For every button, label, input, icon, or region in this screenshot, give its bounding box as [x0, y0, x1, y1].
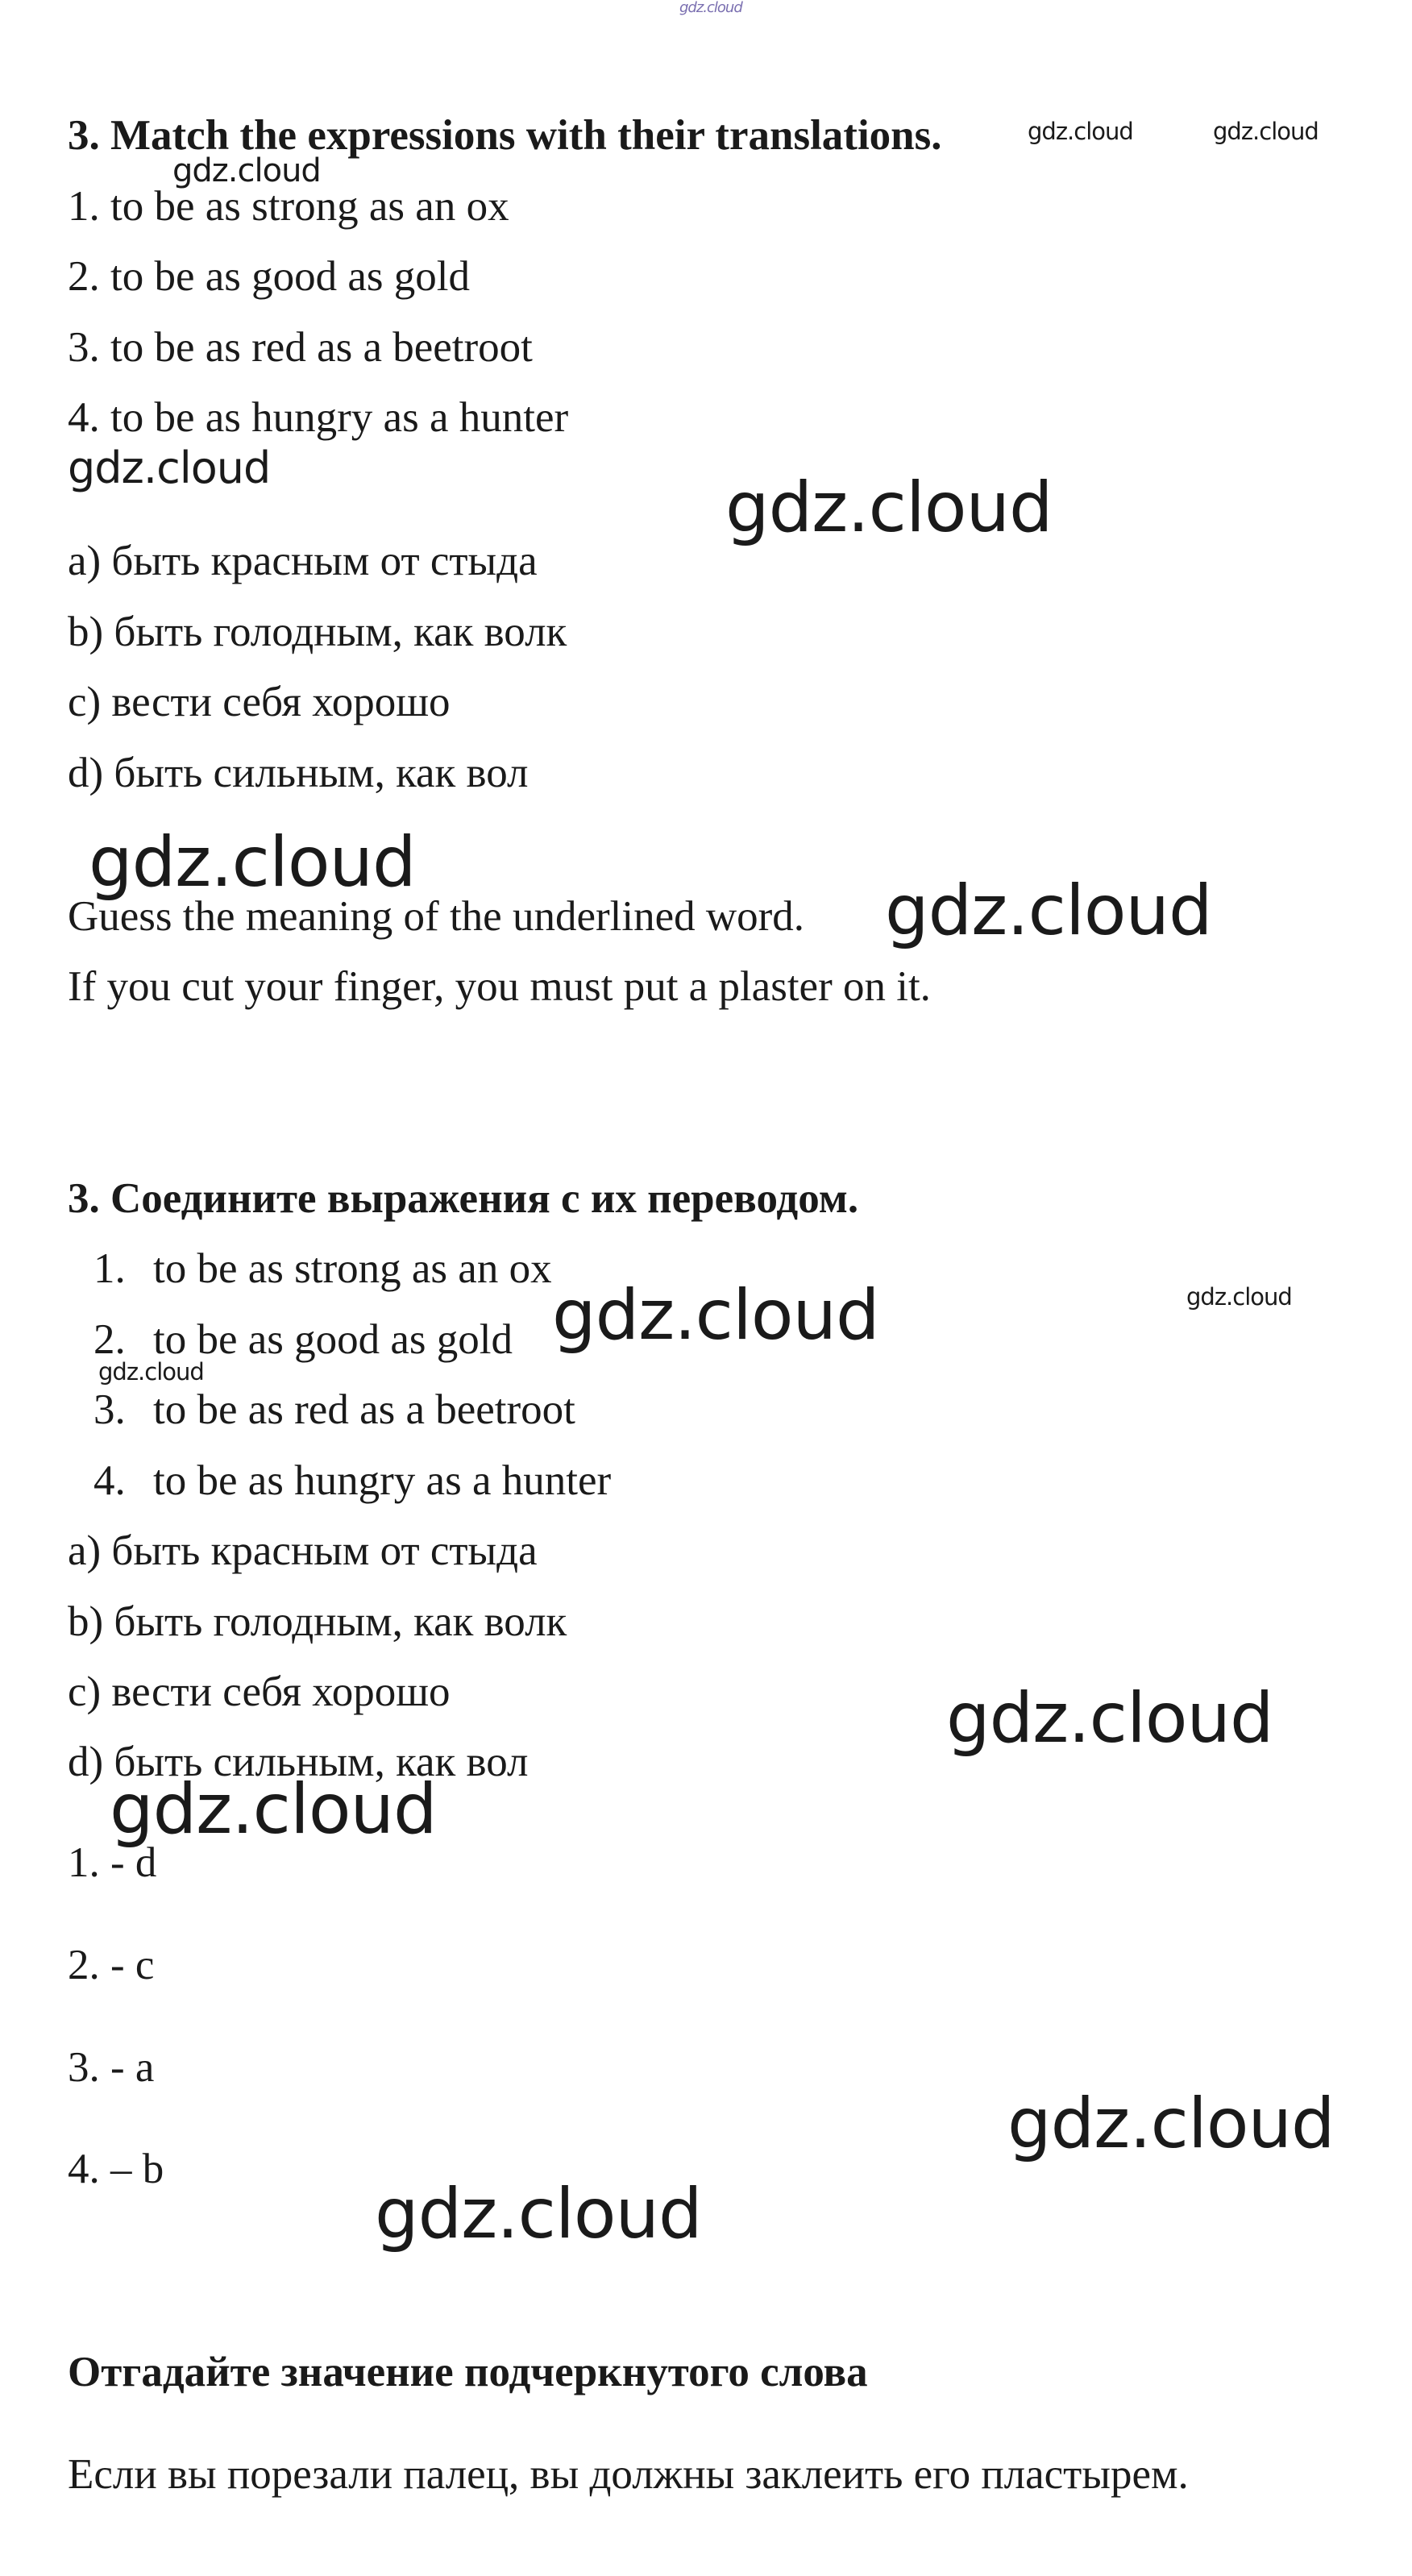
translation-item: b) быть голодным, как волк: [68, 1598, 567, 1645]
watermark: gdz.cloud: [946, 1678, 1273, 1759]
translation-item: c) вести себя хорошо: [68, 1668, 451, 1715]
watermark: gdz.cloud: [1007, 2084, 1335, 2164]
translation-item: a) быть красным от стыда: [68, 538, 538, 584]
exercise-title-ru: 3. Соедините выражения с их переводом.: [68, 1175, 859, 1222]
watermark: gdz.cloud: [1028, 118, 1133, 145]
expression-number: 1.: [93, 1245, 126, 1292]
expression-text: to be as hungry as a hunter: [153, 1457, 612, 1504]
watermark: gdz.cloud: [68, 442, 271, 493]
translation-item: a) быть красным от стыда: [68, 1527, 538, 1574]
watermark: gdz.cloud: [1186, 1283, 1292, 1311]
expression-item: 1. to be as strong as an ox: [68, 183, 509, 230]
watermark: gdz.cloud: [725, 467, 1053, 548]
answer-item: 3. - a: [68, 2044, 155, 2091]
answer-item: 4. – b: [68, 2146, 164, 2192]
expression-number: 2.: [93, 1316, 126, 1363]
expression-text: to be as red as a beetroot: [153, 1386, 575, 1433]
watermark: gdz.cloud: [885, 870, 1212, 951]
watermark: gdz.cloud: [1213, 118, 1319, 145]
exercise-title-en: 3. Match the expressions with their translations.: [68, 112, 942, 159]
watermark: gdz.cloud: [89, 822, 416, 903]
translation-item: d) быть сильным, как вол: [68, 1739, 529, 1785]
guess-sentence-en: If you cut your finger, you must put a plaster on it.: [68, 963, 931, 1010]
watermark: gdz.cloud: [552, 1275, 879, 1356]
watermark-top: gdz.cloud: [679, 0, 742, 16]
expression-text: to be as good as gold: [153, 1316, 513, 1363]
guess-sentence-ru: Если вы порезали палец, вы должны заклеить его пластырем.: [68, 2451, 1189, 2498]
watermark: gdz.cloud: [172, 152, 321, 189]
expression-item: 2. to be as good as gold: [68, 253, 471, 300]
expression-item: 3. to be as red as a beetroot: [68, 324, 533, 371]
expression-item: 4. to be as hungry as a hunter: [68, 394, 569, 441]
guess-title-en: Guess the meaning of the underlined word.: [68, 893, 805, 940]
expression-text: to be as strong as an ox: [153, 1245, 552, 1292]
guess-title-ru: Отгадайте значение подчеркнутого слова: [68, 2349, 868, 2395]
expression-number: 4.: [93, 1457, 126, 1504]
answer-item: 1. - d: [68, 1839, 157, 1886]
expression-number: 3.: [93, 1386, 126, 1433]
watermark: gdz.cloud: [110, 1769, 437, 1850]
translation-item: d) быть сильным, как вол: [68, 750, 529, 796]
watermark: gdz.cloud: [375, 2174, 702, 2254]
translation-item: c) вести себя хорошо: [68, 679, 451, 725]
translation-item: b) быть голодным, как волк: [68, 609, 567, 655]
watermark: gdz.cloud: [98, 1358, 204, 1386]
answer-item: 2. - c: [68, 1942, 155, 1988]
